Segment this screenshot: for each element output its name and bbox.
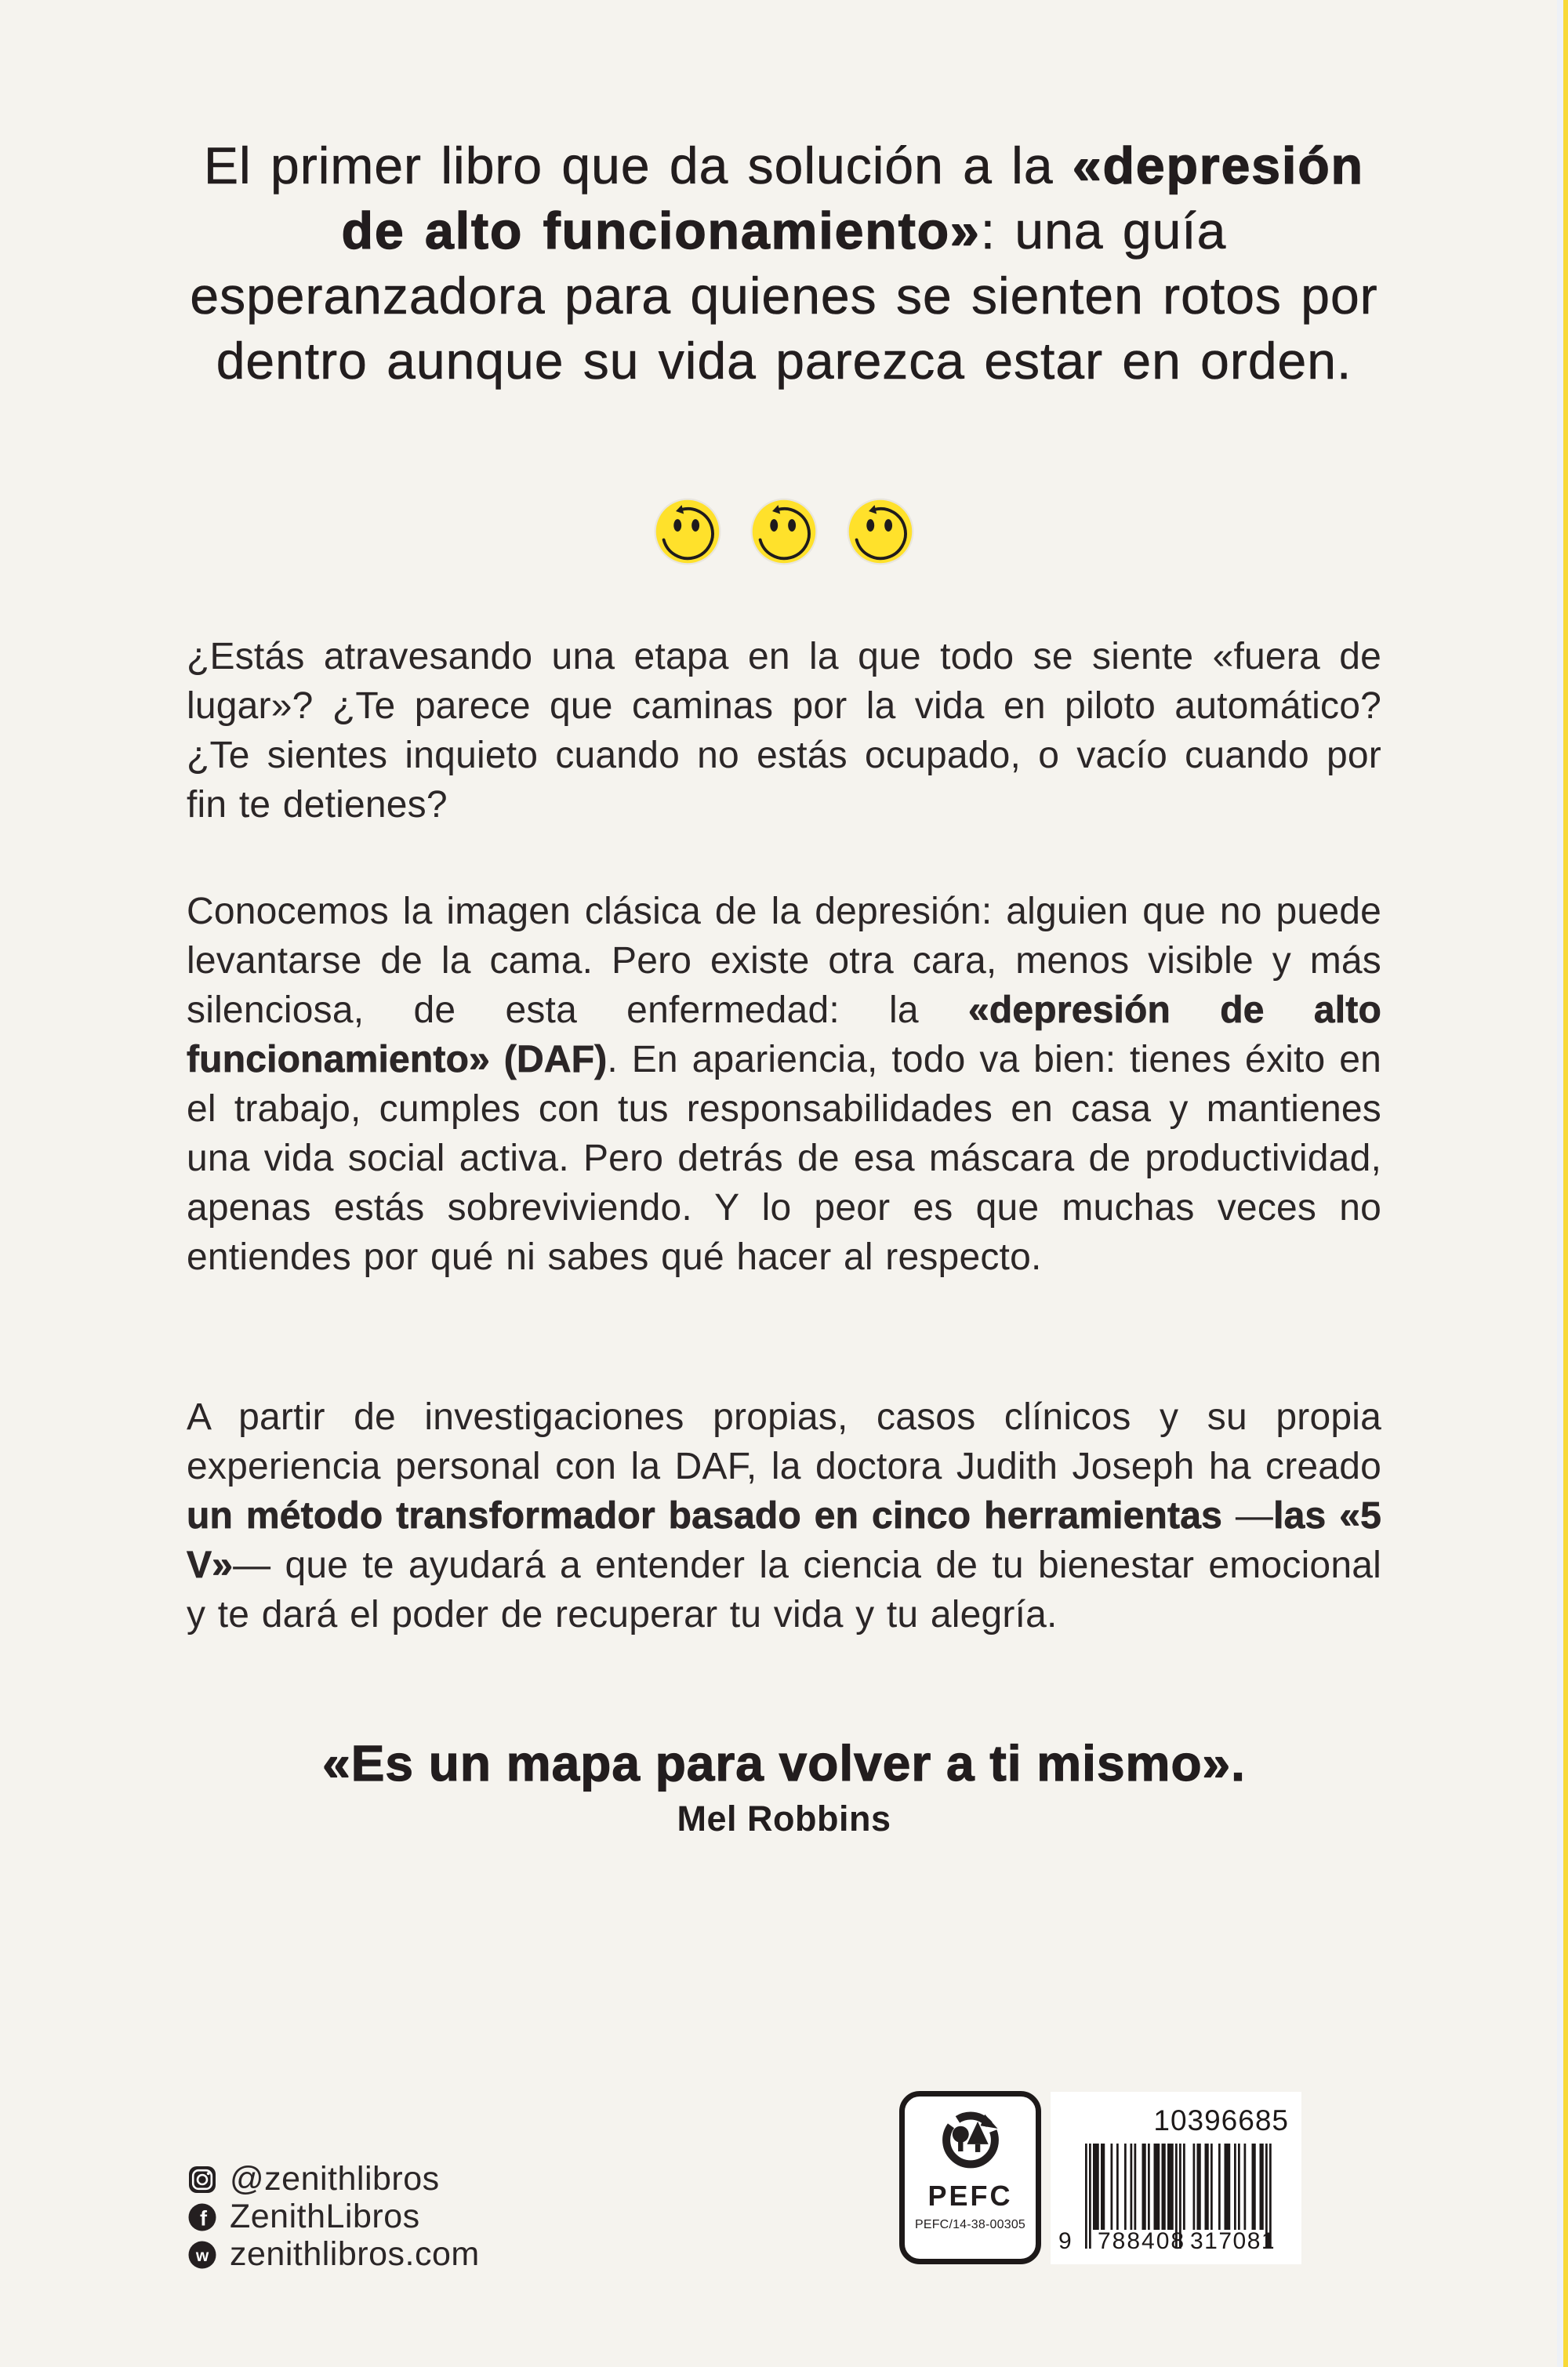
isbn-digit-lead: 9 xyxy=(1058,2228,1072,2254)
website-icon xyxy=(188,2241,216,2269)
facebook-handle: ZenithLibros xyxy=(230,2198,420,2235)
endorsement-quote: «Es un mapa para volver a ti mismo». xyxy=(322,1735,1246,1792)
paragraph-description: Conocemos la imagen clásica de la depresión: alguien que no puede levantarse de la cama. Pero existe otra cara, menos visible y más silenciosa, de esta enfermedad: la «depresión de alto funcionamiento» (DAF). En apariencia, todo va bien: tienes éxito en el trabajo, cumples con tus responsabilidades en casa y mantienes una vida social activa. Pero detrás de esa máscara de productividad, apenas estás sobreviviendo. Y lo peor es que muchas veces no entiendes por qué ni sabes qué hacer al respecto. xyxy=(187,891,1381,1278)
social-row-facebook xyxy=(188,2198,480,2235)
paragraph-questions: ¿Estás atravesando una etapa en la que todo se siente «fuera de lugar»? ¿Te parece que caminas por la vida en piloto automático? ¿Te sientes inquieto cuando no estás ocupado, o vacío cuando por fin te detienes? xyxy=(187,636,1381,826)
paragraph-method: A partir de investigaciones propias, casos clínicos y su propia experiencia personal con la DAF, la doctora Judith Joseph ha creado un método transformador basado en cinco herramientas —las «5 V»— que te ayudará a entender la ciencia de tu bienestar emocional y te dará el poder de recuperar tu vida y tu alegría. xyxy=(187,1396,1381,1635)
instagram-icon xyxy=(188,2166,216,2194)
website-url: zenithlibros.com xyxy=(230,2235,480,2273)
social-row-instagram xyxy=(188,2160,480,2198)
smiley-row xyxy=(0,497,1568,566)
page-edge-highlight xyxy=(1557,0,1563,2367)
isbn-digits-left: 788408 xyxy=(1098,2228,1186,2254)
headline: El primer libro que da solución a la «depresión de alto funcionamiento»: una guía esperanzadora para quienes se sienten rotos por dentro aunque su vida parezca estar en orden. xyxy=(190,136,1378,390)
pefc-trees-icon xyxy=(925,2104,1016,2183)
social-row-website xyxy=(188,2235,480,2273)
rewind-smiley-icon xyxy=(653,497,722,566)
pefc-certification-label xyxy=(899,2091,1041,2264)
facebook-icon xyxy=(188,2203,216,2231)
svg-text:f: f xyxy=(200,2206,207,2230)
pefc-certificate-code: PEFC/14-38-00305 xyxy=(914,2218,1026,2231)
social-links xyxy=(188,2160,480,2273)
barcode-panel xyxy=(1051,2092,1301,2264)
product-code: 10396685 xyxy=(1153,2104,1289,2136)
instagram-handle: @zenithlibros xyxy=(230,2160,440,2198)
endorsement-author: Mel Robbins xyxy=(677,1799,891,1839)
rewind-smiley-icon xyxy=(846,497,915,566)
rewind-smiley-icon xyxy=(750,497,818,566)
cover-edge-yellow xyxy=(1563,0,1568,2367)
isbn-digits-right: 317081 xyxy=(1190,2228,1276,2254)
svg-text:w: w xyxy=(195,2246,209,2265)
pefc-name: PEFC xyxy=(927,2180,1013,2212)
